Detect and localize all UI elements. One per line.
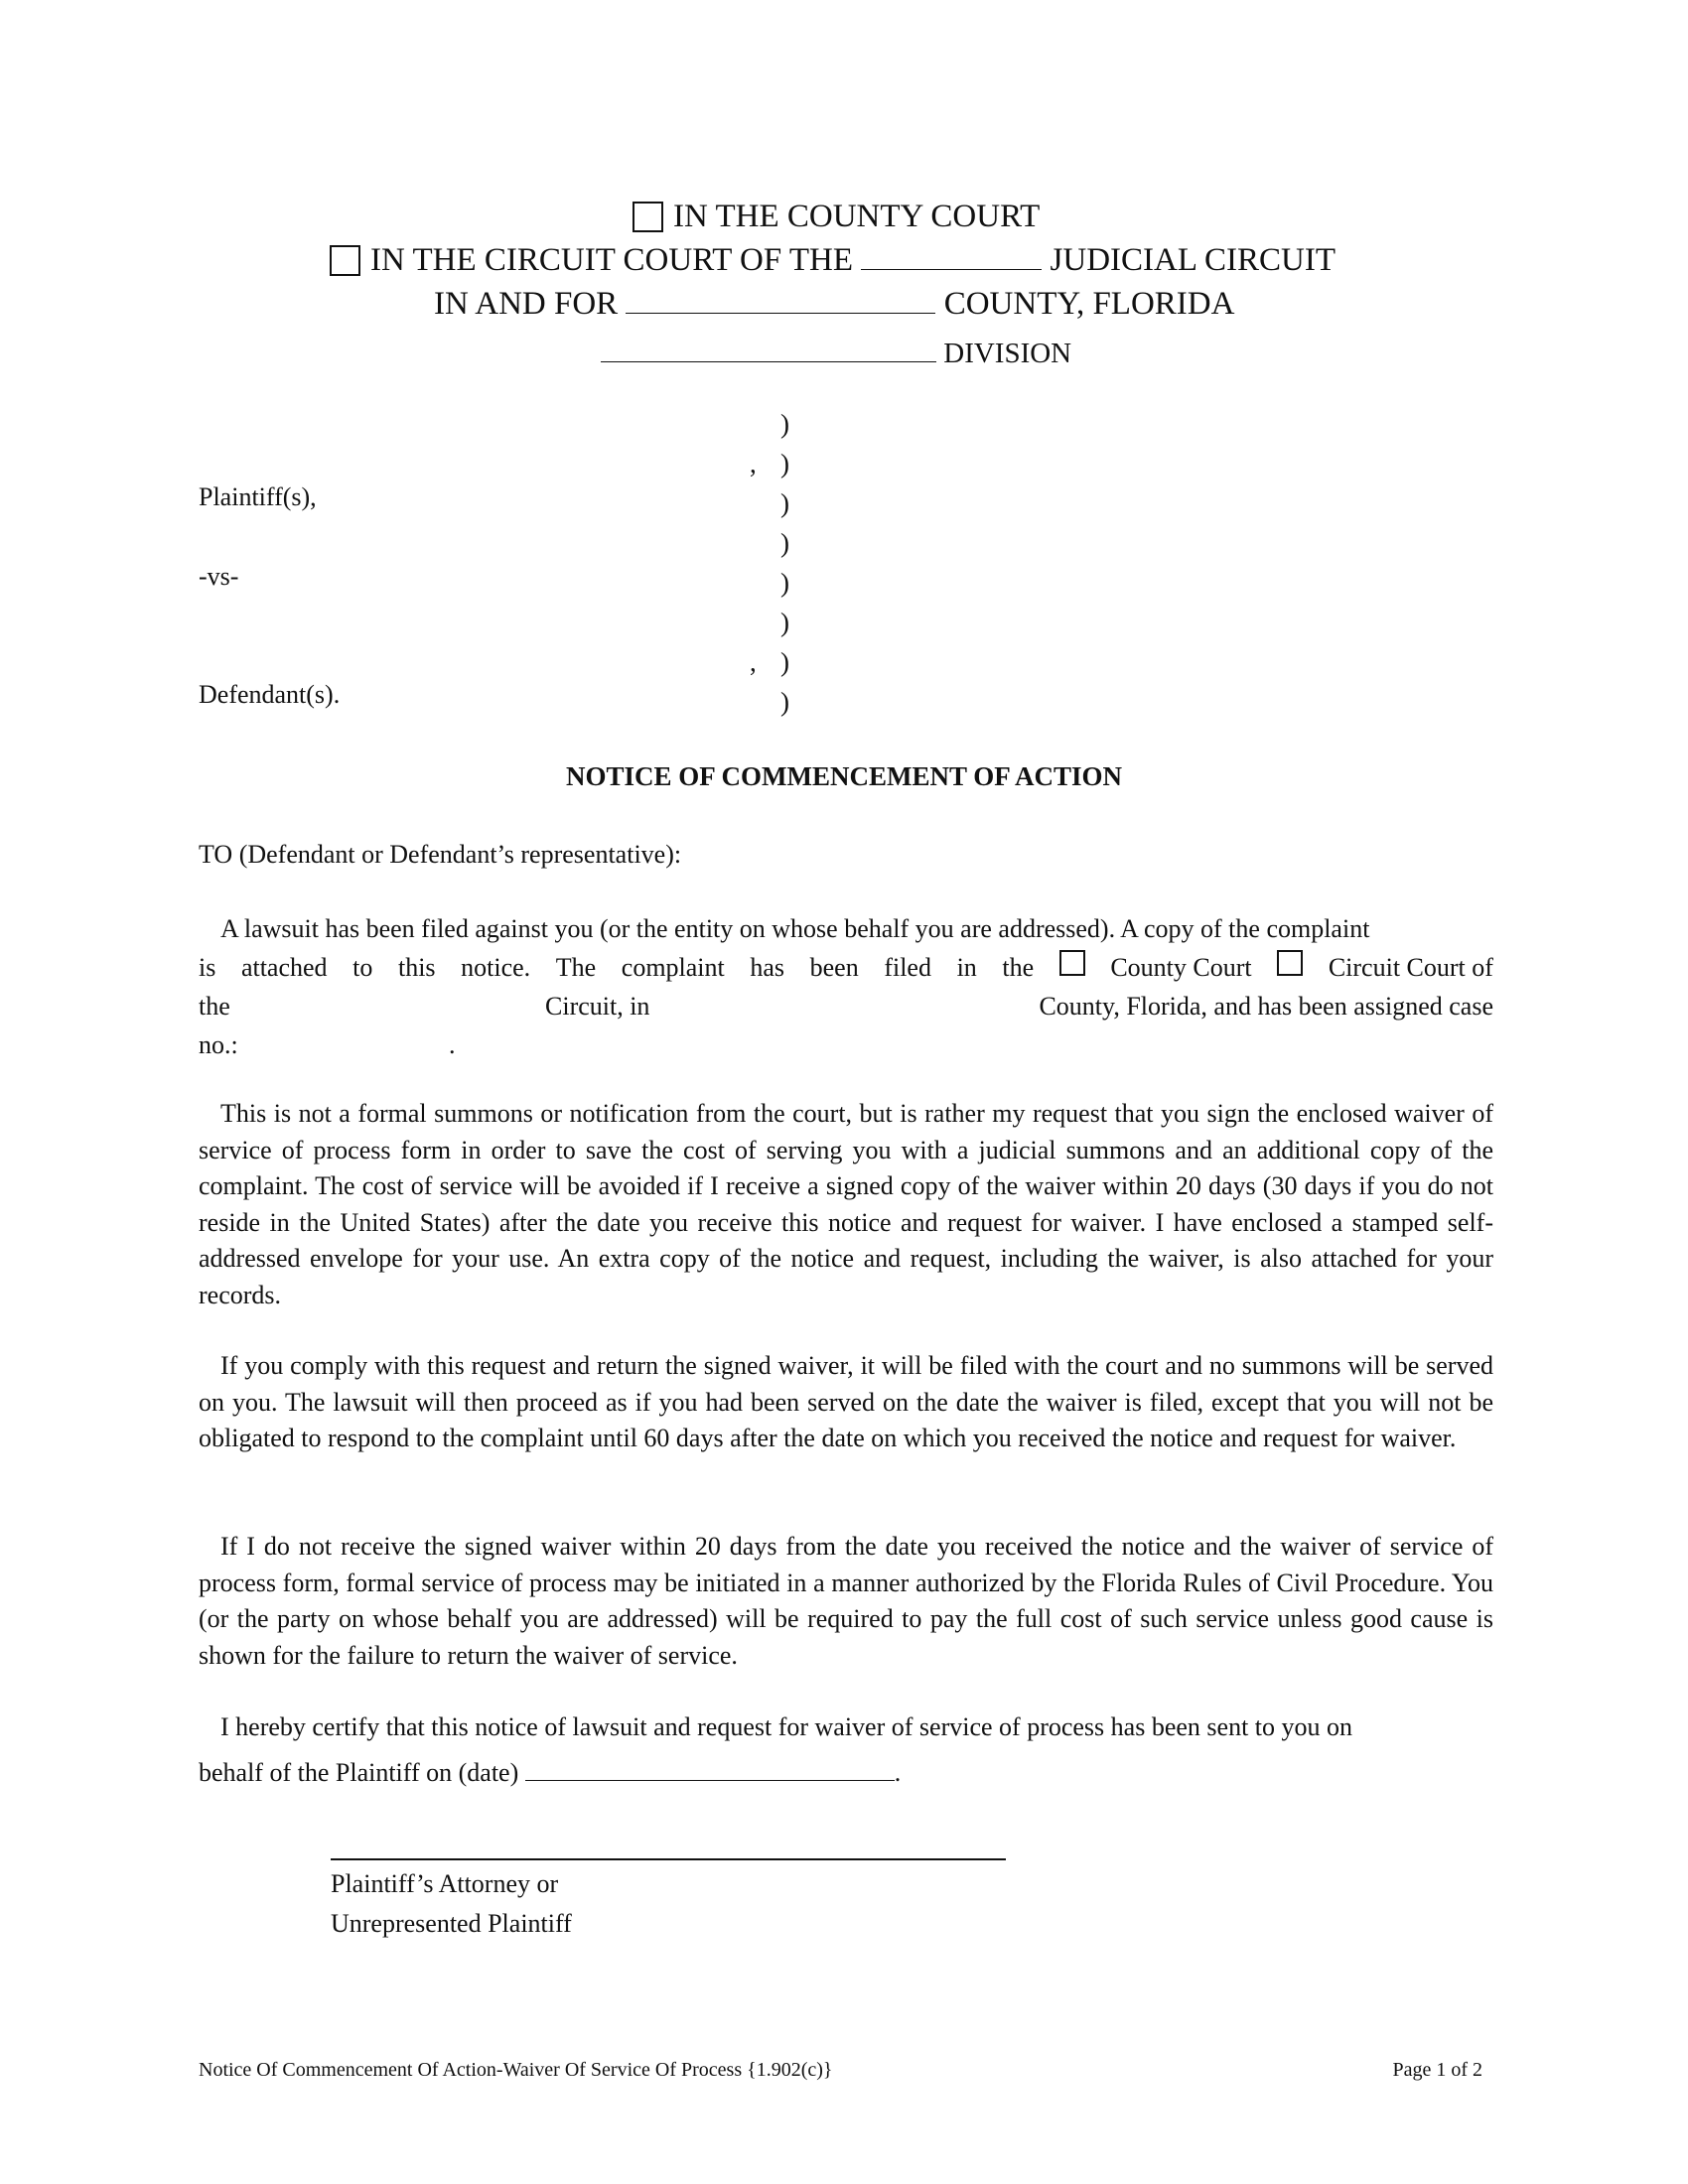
document-title: NOTICE OF COMMENCEMENT OF ACTION	[565, 761, 1123, 791]
in-and-for-label: IN AND FOR	[434, 286, 619, 322]
para1-county-court-label: County Court	[1110, 953, 1252, 982]
para1-line4-no: no.:	[199, 1030, 238, 1059]
signature-line[interactable]	[331, 1858, 1006, 1860]
vs-label: -vs-	[199, 562, 239, 591]
circuit-court-line	[330, 240, 1336, 280]
para4: If I do not receive the signed waiver within 20 days from the date you received the notice and the waiver of service of process form, formal service of process may be initiated in a manner authorized by the Florida Rules of Civil Procedure. You (or the party on whose behalf you are addressed) will be required to pay the full cost of such service unless good cause is shown for the failure to return the waiver of service.	[199, 1532, 1493, 1670]
caption-paren: )	[780, 528, 789, 558]
caption-paren: )	[780, 568, 789, 598]
para2: This is not a formal summons or notification from the court, but is rather my request that you sign the enclosed waiver of service of process form in order to save the cost of serving you with a judicial summons and an additional copy of the complaint. The cost of service will be avoided if I receive a signed copy of the waiver within 20 days (30 days if you do not reside in the United States) after the date you receive this notice and request for waiver. I have enclosed a stamped self-addressed envelope for your use. An extra copy of the notice and request, including the waiver, is also attached for your records.	[199, 1099, 1493, 1309]
para3: If you comply with this request and return the signed waiver, it will be filed with the court and no summons will be served on you. The lawsuit will then proceed as if you had been served on the date the waiver is filed, except that you will not be obligated to respond to the complaint until 60 days after the date on which you received the notice and request for waiver.	[199, 1351, 1493, 1452]
caption-paren: )	[780, 449, 789, 478]
para5-line2: behalf of the Plaintiff on (date) .	[199, 1758, 902, 1787]
plaintiff-comma: ,	[750, 449, 757, 478]
signature-label-2: Unrepresented Plaintiff	[331, 1909, 572, 1938]
para1-line1: A lawsuit has been filed against you (or the entity on whose behalf you are addressed). A copy of the complaint	[220, 914, 1370, 943]
para1-line4-period: .	[449, 1030, 456, 1059]
county-line	[434, 284, 1234, 324]
footer-form-name: Notice Of Commencement Of Action-Waiver Of Service Of Process {1.902(c)}	[199, 2059, 833, 2081]
defendant-label: Defendant(s).	[199, 680, 341, 709]
caption-paren: )	[780, 488, 789, 518]
circuit-court-suffix: JUDICIAL CIRCUIT	[1050, 242, 1336, 278]
footer-page-number: Page 1 of 2	[1392, 2059, 1482, 2081]
circuit-court-prefix: IN THE CIRCUIT COURT OF THE	[370, 242, 854, 278]
para5-line1: I hereby certify that this notice of lawsuit and request for waiver of service of process has been sent to you on	[220, 1712, 1353, 1741]
para1-circuit-court-label: Circuit Court of	[1328, 953, 1493, 982]
division-field[interactable]	[601, 340, 936, 362]
certify-date-field[interactable]	[525, 1756, 895, 1781]
caption-paren: )	[780, 409, 789, 439]
county-florida-label: COUNTY, FLORIDA	[943, 286, 1235, 322]
para1-county-court-checkbox[interactable]	[1059, 950, 1085, 976]
county-court-label: IN THE COUNTY COURT	[673, 199, 1041, 234]
circuit-court-checkbox[interactable]	[330, 245, 360, 276]
defendant-comma: ,	[750, 647, 757, 677]
caption-paren: )	[780, 687, 789, 717]
county-name-field[interactable]	[626, 289, 935, 314]
signature-label-1: Plaintiff’s Attorney or	[331, 1869, 559, 1898]
division-label: DIVISION	[943, 338, 1072, 369]
para1-line3-county: County, Florida, and has been assigned case	[1039, 992, 1493, 1021]
division-line	[601, 338, 1071, 370]
caption-paren: )	[780, 608, 789, 637]
para1-circuit-court-checkbox[interactable]	[1277, 950, 1303, 976]
para1-line2: is attached to this notice. The complaint has been filed in the County Court Circuit Court of	[199, 950, 1493, 987]
caption-paren: )	[780, 647, 789, 677]
para1-line3-circuit: Circuit, in	[545, 992, 650, 1021]
county-court-line	[633, 197, 1040, 236]
circuit-number-field[interactable]	[861, 245, 1042, 270]
county-court-checkbox[interactable]	[633, 202, 663, 232]
to-line: TO (Defendant or Defendant’s representative):	[199, 840, 682, 869]
plaintiff-label: Plaintiff(s),	[199, 482, 317, 511]
para1-line3-the: the	[199, 992, 230, 1021]
